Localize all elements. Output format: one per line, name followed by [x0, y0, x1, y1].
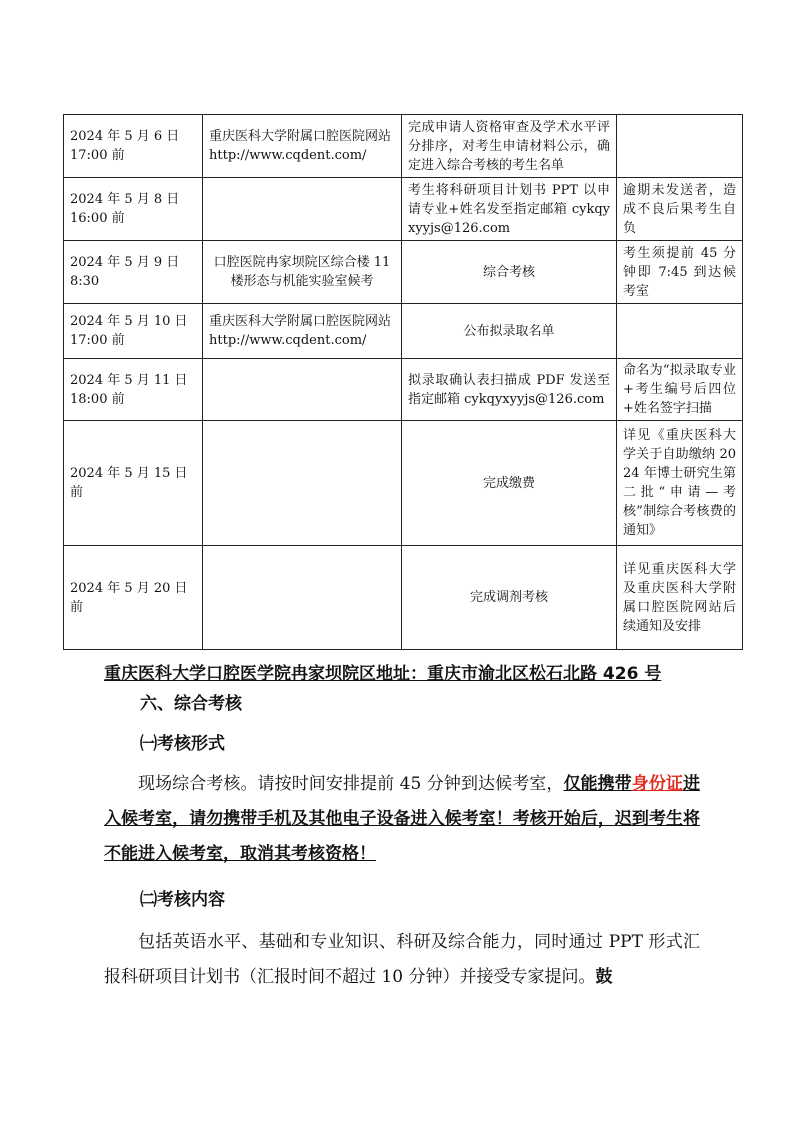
row-note — [617, 304, 743, 359]
row-task: 完成缴费 — [402, 421, 617, 546]
row-note: 详见《重庆医科大学关于自助缴纳 2024 年博士研究生第二批“申请—考核”制综合考核费的通知》 — [617, 421, 743, 546]
table-row — [64, 241, 743, 304]
row-date: 2024 年 5 月 8 日 16:00 前 — [64, 178, 203, 241]
row-date: 2024 年 5 月 15 日前 — [64, 421, 203, 546]
exam-content-tail: 鼓 — [595, 967, 613, 987]
row-note: 详见重庆医科大学及重庆医科大学附属口腔医院网站后续通知及安排 — [617, 546, 743, 650]
row-note: 逾期未发送者，造成不良后果考生自负 — [617, 178, 743, 241]
exam-content-text: 包括英语水平、基础和专业知识、科研及综合能力，同时通过 PPT 形式汇报科研项目计划书（汇报时间不超过 10 分钟）并接受专家提问。 — [104, 932, 700, 987]
table-row — [64, 304, 743, 359]
row-date: 2024 年 5 月 10 日 17:00 前 — [64, 304, 203, 359]
row-place: 重庆医科大学附属口腔医院网站 http://www.cqdent.com/ — [203, 115, 402, 178]
row-note — [617, 115, 743, 178]
table-row — [64, 546, 743, 650]
section-heading: 六、综合考核 — [140, 694, 242, 714]
subsection-heading-content: ㈡考核内容 — [140, 890, 225, 910]
only-carry-text: 仅能携带 — [563, 774, 632, 794]
exam-format-paragraph — [104, 767, 700, 872]
row-place: 口腔医院冉家坝院区综合楼 11 楼形态与机能实验室候考 — [203, 241, 402, 304]
campus-address: 重庆医科大学口腔医学院冉家坝院区地址：重庆市渝北区松石北路 426 号 — [104, 664, 662, 684]
row-date: 2024 年 5 月 9 日 8:30 — [64, 241, 203, 304]
row-place — [203, 359, 402, 421]
row-task: 完成调剂考核 — [402, 546, 617, 650]
table-row — [64, 359, 743, 421]
row-place — [203, 421, 402, 546]
row-task: 考生将科研项目计划书 PPT 以申请专业+姓名发至指定邮箱 cykqyxyyjs@126.com — [402, 178, 617, 241]
row-place — [203, 178, 402, 241]
subsection-heading-format: ㈠考核形式 — [140, 734, 225, 754]
row-note: 命名为“拟录取专业+考生编号后四位+姓名签字扫描 — [617, 359, 743, 421]
row-task: 公布拟录取名单 — [402, 304, 617, 359]
exam-format-text: 现场综合考核。请按时间安排提前 45 分钟到达候考室， — [138, 774, 564, 794]
row-task: 拟录取确认表扫描成 PDF 发送至指定邮箱 cykqyxyyjs@126.com — [402, 359, 617, 421]
exam-rules-text: 进入候考室，请勿携带手机及其他电子设备进入候考室！考核开始后，迟到考生将不能进入候考室，取消其考核资格！ — [104, 774, 701, 864]
schedule-table — [63, 114, 743, 650]
row-place — [203, 546, 402, 650]
row-date: 2024 年 5 月 6 日 17:00 前 — [64, 115, 203, 178]
row-date: 2024 年 5 月 11 日 18:00 前 — [64, 359, 203, 421]
id-card-text: 身份证 — [631, 774, 684, 794]
table-row — [64, 178, 743, 241]
row-date: 2024 年 5 月 20 日前 — [64, 546, 203, 650]
row-task: 综合考核 — [402, 241, 617, 304]
exam-content-paragraph — [104, 925, 700, 995]
row-place: 重庆医科大学附属口腔医院网站 http://www.cqdent.com/ — [203, 304, 402, 359]
row-note: 考生须提前 45 分钟即 7:45 到达候考室 — [617, 241, 743, 304]
table-row — [64, 421, 743, 546]
row-task: 完成申请人资格审查及学术水平评分排序，对考生申请材料公示，确定进入综合考核的考生名单 — [402, 115, 617, 178]
table-row — [64, 115, 743, 178]
